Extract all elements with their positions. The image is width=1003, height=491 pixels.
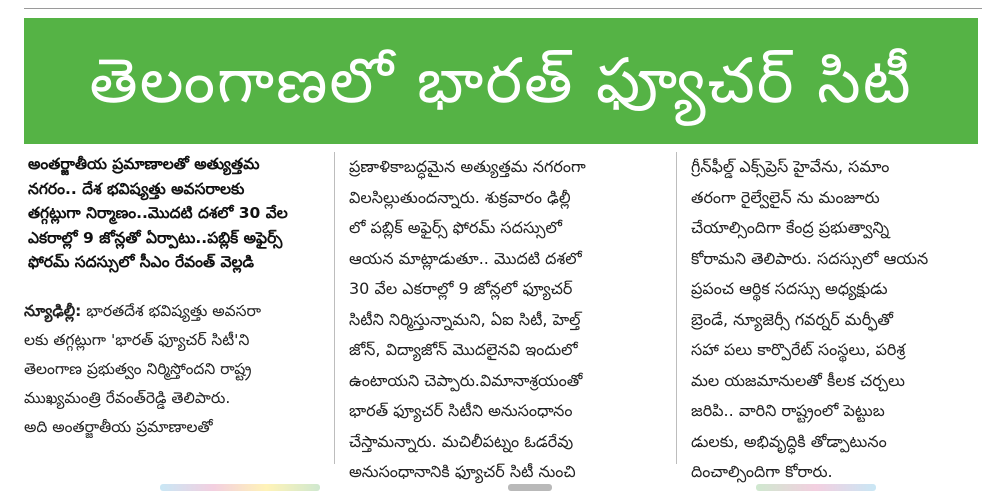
body-line: సిటీని నిర్మిస్తున్నామని, ఏఐ సిటీ, హెల్త్ bbox=[349, 309, 581, 329]
body-line: అనుసంధానానికి ఫ్యూచర్ సిటీ నుంచి bbox=[349, 462, 576, 481]
body-line: ముఖ్యమంత్రి రేవంత్‌రెడ్డి తెలిపారు. bbox=[24, 388, 231, 407]
top-rule bbox=[24, 8, 982, 9]
lead-line: ఎకరాల్లో 9 జోన్లతో ఏర్పాటు..పబ్లిక్ అఫైర్స్ bbox=[28, 228, 283, 247]
color-strip bbox=[756, 484, 876, 491]
lead-line: ఫోరమ్ సదస్సులో సీఎం రేవంత్ వెల్లడి bbox=[28, 253, 254, 271]
lead-line: నగరం.. దేశ భవిష్యత్తు అవసరాలకు bbox=[28, 179, 245, 198]
body-line: ఉంటాయని చెప్పారు.విమానాశ్రయంతో bbox=[349, 370, 583, 390]
color-strip bbox=[160, 484, 320, 491]
body-paragraph-2 bbox=[349, 152, 664, 488]
body-paragraph-3 bbox=[691, 152, 982, 488]
headline: తెలంగాణలో భారత్ ఫ్యూచర్ సిటీ bbox=[89, 44, 913, 117]
body-line: ఆయన మాట్లాడుతూ.. మొదటి దశలో bbox=[349, 248, 582, 268]
body-line: విలసిల్లుతుందన్నారు. శుక్రవారం ఢిల్లీ bbox=[349, 187, 571, 207]
body-line: ప్రపంచ ఆర్థిక సదస్సు అధ్యక్షుడు bbox=[691, 279, 888, 298]
body-line: లో పబ్లిక్ అఫైర్స్ ఫోరమ్ సదస్సులో bbox=[349, 218, 562, 237]
body-line: తరంగా రైల్వేలైన్ ను మంజూరు bbox=[691, 187, 880, 207]
body-line: ప్రణాళికాబద్ధమైన అత్యుత్తమ నగరంగా bbox=[349, 157, 586, 176]
column-1 bbox=[24, 152, 322, 442]
body-line-text: భారతదేశ భవిష్యత్తు అవసరా bbox=[81, 301, 262, 320]
body-line: చేస్తామన్నారు. మచిలీపట్నం ఓడరేవు bbox=[349, 431, 574, 451]
body-line: భారత్ ఫ్యూచర్ సిటీని అనుసంధానం bbox=[349, 401, 573, 420]
body-line: డులకు, అభివృద్ధికి తోడ్పాటునం bbox=[691, 431, 887, 451]
body-line: కోరామని తెలిపారు. సదస్సులో ఆయన bbox=[691, 248, 929, 268]
body-paragraph-1 bbox=[24, 297, 322, 442]
body-line: బ్రెండే, న్యూజెర్సీ గవర్నర్ మర్ఫీతో bbox=[691, 309, 894, 329]
color-strip bbox=[508, 484, 552, 491]
body-line: అది అంతర్జాతీయ ప్రమాణాలతో bbox=[24, 417, 213, 436]
body-line: జోన్, విద్యాజోన్ మొదలైనవి ఇందులో bbox=[349, 340, 578, 359]
headline-banner bbox=[24, 18, 978, 144]
lead-line: తగ్గట్లుగా నిర్మాణం..మొదటి దశలో 30 వేల bbox=[28, 204, 288, 222]
body-line bbox=[24, 297, 322, 326]
lead-summary bbox=[24, 152, 322, 275]
body-line: మల యజమానులతో కీలక చర్చలు bbox=[691, 370, 905, 390]
dateline: న్యూఢిల్లీ: bbox=[24, 301, 82, 320]
body-line: జరిపి.. వారిని రాష్ట్రంలో పెట్టుబ bbox=[691, 401, 885, 420]
body-line: సహా పలు కార్పొరేట్ సంస్థలు, పరిశ్ర bbox=[691, 340, 906, 359]
column-3 bbox=[676, 152, 982, 481]
body-line: గ్రీన్‌ఫీల్డ్ ఎక్స్‌ప్రెస్ హైవేను, సమాం bbox=[691, 157, 890, 176]
body-line: దించాల్సిందిగా కోరారు. bbox=[691, 462, 833, 481]
body-line: 30 వేల ఎకరాల్లో 9 జోన్లలో ఫ్యూచర్ bbox=[349, 279, 573, 298]
body-line: లకు తగ్గట్లుగా 'భారత్ ఫ్యూచర్ సిటీ'ని bbox=[24, 330, 250, 349]
body-line: తెలంగాణ ప్రభుత్వం నిర్మిస్తోందని రాష్ట్ర bbox=[24, 359, 252, 378]
lead-line: అంతర్జాతీయ ప్రమాణాలతో అత్యుత్తమ bbox=[28, 155, 260, 173]
column-2 bbox=[334, 152, 664, 481]
body-line: చేయాల్సిందిగా కేంద్ర ప్రభుత్వాన్ని bbox=[691, 218, 890, 237]
